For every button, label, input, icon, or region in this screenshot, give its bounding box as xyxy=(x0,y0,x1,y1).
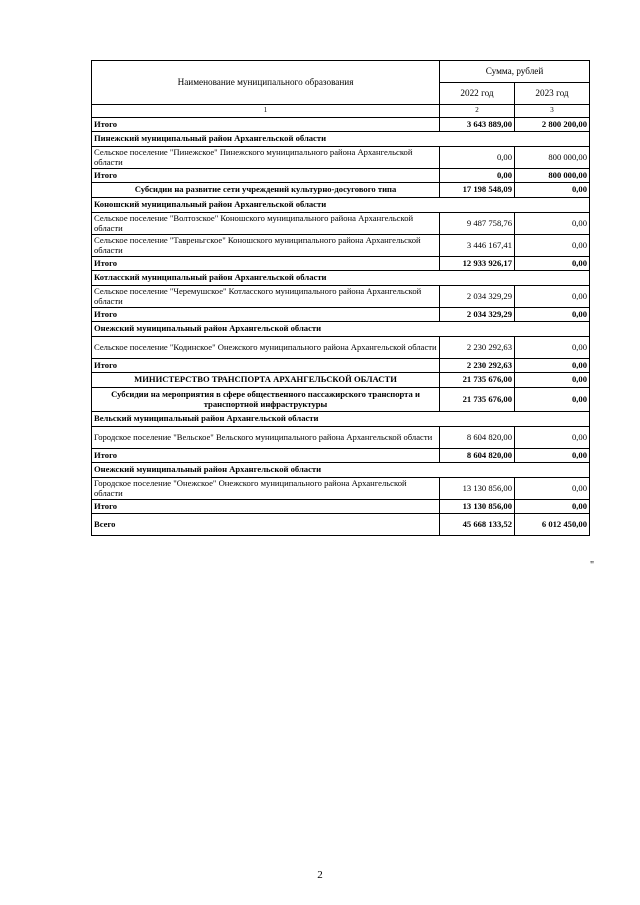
header-year-2023: 2023 год xyxy=(515,83,590,105)
value-2023: 0,00 xyxy=(515,449,590,463)
table-row xyxy=(92,514,590,536)
table-row xyxy=(92,132,590,147)
table-row xyxy=(92,286,590,308)
table-row xyxy=(92,388,590,412)
table-row xyxy=(92,183,590,198)
row-name: Итого xyxy=(92,257,440,271)
value-2022: 12 933 926,17 xyxy=(440,257,515,271)
table-row xyxy=(92,322,590,337)
value-2022: 9 487 758,76 xyxy=(440,213,515,235)
value-2022: 2 034 329,29 xyxy=(440,286,515,308)
value-2023: 800 000,00 xyxy=(515,169,590,183)
value-2022: 45 668 133,52 xyxy=(440,514,515,536)
value-2023: 6 012 450,00 xyxy=(515,514,590,536)
value-2023: 0,00 xyxy=(515,235,590,257)
value-2022: 2 230 292,63 xyxy=(440,359,515,373)
table-row xyxy=(92,271,590,286)
row-name: Всего xyxy=(92,514,440,536)
value-2023: 2 800 200,00 xyxy=(515,118,590,132)
row-name: МИНИСТЕРСТВО ТРАНСПОРТА АРХАНГЕЛЬСКОЙ ОБЛАСТИ xyxy=(92,373,440,388)
row-name: Итого xyxy=(92,500,440,514)
table-row xyxy=(92,308,590,322)
header-name-column: Наименование муниципального образования xyxy=(92,61,440,105)
page-number: 2 xyxy=(317,869,323,881)
value-2023: 0,00 xyxy=(515,373,590,388)
row-name: Городское поселение "Вельское" Вельского муниципального района Архангельской области xyxy=(92,427,440,449)
value-2022: 21 735 676,00 xyxy=(440,373,515,388)
value-2023: 0,00 xyxy=(515,359,590,373)
table-row xyxy=(92,337,590,359)
row-name: Сельское поселение "Черемушское" Котласского муниципального района Архангельской области xyxy=(92,286,440,308)
value-2023: 0,00 xyxy=(515,427,590,449)
table-row xyxy=(92,373,590,388)
row-name: Сельское поселение "Тавреньгское" Коношского муниципального района Архангельской области xyxy=(92,235,440,257)
row-name: Субсидии на развитие сети учреждений культурно-досугового типа xyxy=(92,183,440,198)
row-name: Вельский муниципальный район Архангельской области xyxy=(92,412,590,427)
row-name: Онежский муниципальный район Архангельской области xyxy=(92,322,590,337)
table-row xyxy=(92,147,590,169)
row-name: Итого xyxy=(92,308,440,322)
row-name: Итого xyxy=(92,359,440,373)
header-index-2: 2 xyxy=(440,105,515,118)
value-2022: 0,00 xyxy=(440,147,515,169)
value-2022: 3 643 889,00 xyxy=(440,118,515,132)
value-2022: 21 735 676,00 xyxy=(440,388,515,412)
value-2023: 0,00 xyxy=(515,308,590,322)
value-2023: 0,00 xyxy=(515,183,590,198)
row-name: Итого xyxy=(92,449,440,463)
value-2022: 8 604 820,00 xyxy=(440,449,515,463)
row-name: Онежский муниципальный район Архангельской области xyxy=(92,463,590,478)
value-2023: 0,00 xyxy=(515,337,590,359)
value-2022: 17 198 548,09 xyxy=(440,183,515,198)
value-2022: 2 034 329,29 xyxy=(440,308,515,322)
header-year-2022: 2022 год xyxy=(440,83,515,105)
table-row xyxy=(92,463,590,478)
row-name: Сельское поселение "Кодинское" Онежского муниципального района Архангельской области xyxy=(92,337,440,359)
value-2022: 13 130 856,00 xyxy=(440,478,515,500)
row-name: Коношский муниципальный район Архангельской области xyxy=(92,198,590,213)
table-row xyxy=(92,359,590,373)
budget-table xyxy=(91,60,590,536)
table-row xyxy=(92,500,590,514)
value-2022: 3 446 167,41 xyxy=(440,235,515,257)
value-2022: 8 604 820,00 xyxy=(440,427,515,449)
table-row xyxy=(92,257,590,271)
table-row xyxy=(92,118,590,132)
value-2023: 0,00 xyxy=(515,478,590,500)
row-name: Субсидии на мероприятия в сфере общественного пассажирского транспорта и транспортной инфраструктуры xyxy=(92,388,440,412)
table-row xyxy=(92,198,590,213)
row-name: Пинежский муниципальный район Архангельской области xyxy=(92,132,590,147)
table-row xyxy=(92,412,590,427)
header-index-1: 1 xyxy=(92,105,440,118)
row-name: Итого xyxy=(92,118,440,132)
table-row xyxy=(92,478,590,500)
table-row xyxy=(92,427,590,449)
value-2022: 0,00 xyxy=(440,169,515,183)
value-2022: 2 230 292,63 xyxy=(440,337,515,359)
closing-quote: " xyxy=(590,560,595,571)
header-sum-column: Сумма, рублей xyxy=(440,61,590,83)
value-2022: 13 130 856,00 xyxy=(440,500,515,514)
value-2023: 0,00 xyxy=(515,500,590,514)
row-name: Итого xyxy=(92,169,440,183)
header-index-3: 3 xyxy=(515,105,590,118)
value-2023: 0,00 xyxy=(515,388,590,412)
table-row xyxy=(92,449,590,463)
table-row xyxy=(92,235,590,257)
value-2023: 0,00 xyxy=(515,213,590,235)
value-2023: 800 000,00 xyxy=(515,147,590,169)
value-2023: 0,00 xyxy=(515,286,590,308)
row-name: Котласский муниципальный район Архангельской области xyxy=(92,271,590,286)
row-name: Городское поселение "Онежское" Онежского муниципального района Архангельской области xyxy=(92,478,440,500)
row-name: Сельское поселение "Пинежское" Пинежского муниципального района Архангельской области xyxy=(92,147,440,169)
table-row xyxy=(92,169,590,183)
table-row xyxy=(92,213,590,235)
value-2023: 0,00 xyxy=(515,257,590,271)
row-name: Сельское поселение "Волтозское" Коношского муниципального района Архангельской области xyxy=(92,213,440,235)
